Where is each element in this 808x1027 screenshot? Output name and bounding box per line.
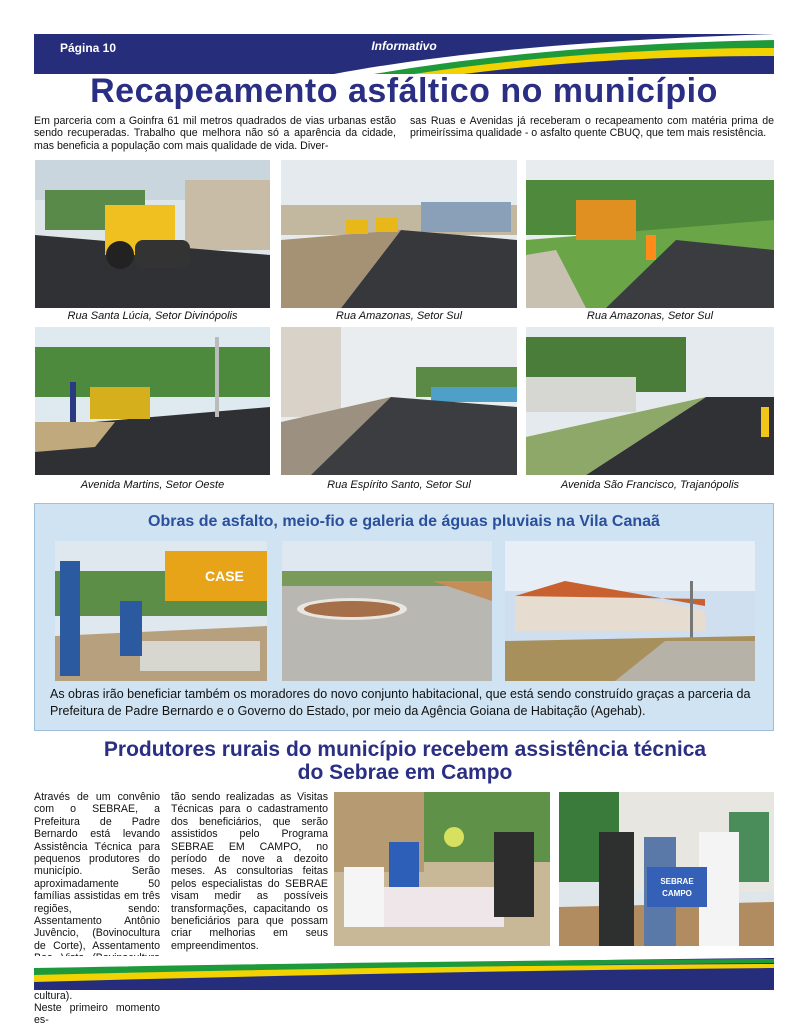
photo-caption: Avenida São Francisco, Trajanópolis [560, 479, 740, 491]
photo-caption: Avenida Martins, Setor Oeste [80, 479, 225, 491]
photo-rua-santa-lucia [35, 160, 270, 308]
photo-avenida-sao-francisco [526, 327, 774, 475]
footer-band-graphic [34, 956, 774, 990]
photo-rua-amazonas-2 [526, 160, 774, 308]
machine-brand: CASE [205, 568, 244, 584]
photo-workers-excavator [55, 541, 267, 681]
photo-rua-amazonas-1 [281, 160, 517, 308]
article-title: Produtores rurais do município recebem assistência técnica do Sebrae em Campo [103, 738, 707, 784]
section-label: Informativo [371, 39, 437, 53]
sign-text-line1: SEBRAE [660, 877, 694, 886]
article-paragraph: Neste primeiro momento es- [34, 1001, 160, 1027]
photo-roundabout [282, 541, 492, 681]
page-footer [34, 956, 774, 990]
photo-sebrae-team [559, 792, 774, 946]
sign-text-line2: CAMPO [662, 889, 692, 898]
page-header [34, 34, 774, 74]
box-title: Obras de asfalto, meio-fio e galeria de águas pluviais na Vila Canaã [148, 513, 660, 530]
article-text-col2: sas Ruas e Avenidas já receberam o recapeamento com matéria prima de primeiríssima qualidade - o asfalto quente CBUQ, que tem mais resistência. [410, 115, 774, 140]
photo-meeting [334, 792, 550, 946]
photo-avenida-martins [35, 327, 270, 475]
article-text-col1 [34, 791, 160, 1027]
photo-caption: Rua Santa Lúcia, Setor Divinópolis [67, 310, 238, 322]
article-title: Recapeamento asfáltico no município [90, 72, 718, 110]
article-text-col2: tão sendo realizadas as Visitas Técnicas para o cadastramento dos beneficiários, que serão assistidos pelo Programa SEBRAE EM CAMPO, no período de nove a dezoito meses. As consultorias feitas pelos especialistas do SEBRAE visam medir as possíveis transformações, capacitando os beneficiários para que possam criar melhorias em seus empreendimentos. [171, 791, 328, 952]
photo-caption: Rua Amazonas, Setor Sul [335, 310, 463, 322]
photo-caption: Rua Espírito Santo, Setor Sul [327, 479, 471, 491]
photo-housing-complex [505, 541, 755, 681]
photo-caption: Rua Amazonas, Setor Sul [586, 310, 714, 322]
photo-rua-espirito-santo [281, 327, 517, 475]
article-text-col1: Em parceria com a Goinfra 61 mil metros quadrados de vias urbanas estão sendo recuperadas. Trabalho que melhora não só a aparência da cidade, mas beneficia a população com mais qualidade de vida. Diver- [34, 115, 396, 152]
article-paragraph: Através de um convênio com o SEBRAE, a Prefeitura de Padre Bernardo está levando Assistência Técnica para pequenos produtores do município. Serão aproximadamente 50 famílias assistidas em três regiões, sendo: Assentamento Antônio Juvêncio, (Bovinocultura de Corte), Assentamento cultura). [34, 791, 160, 1002]
box-text: As obras irão beneficiar também os moradores do novo conjunto habitacional, que está sendo construído graças a parceria da Prefeitura de Padre Bernardo e o Governo do Estado, por meio da Agência Goiana de Habitação (Agehab). [50, 687, 751, 718]
page-number: Página 10 [60, 41, 117, 55]
